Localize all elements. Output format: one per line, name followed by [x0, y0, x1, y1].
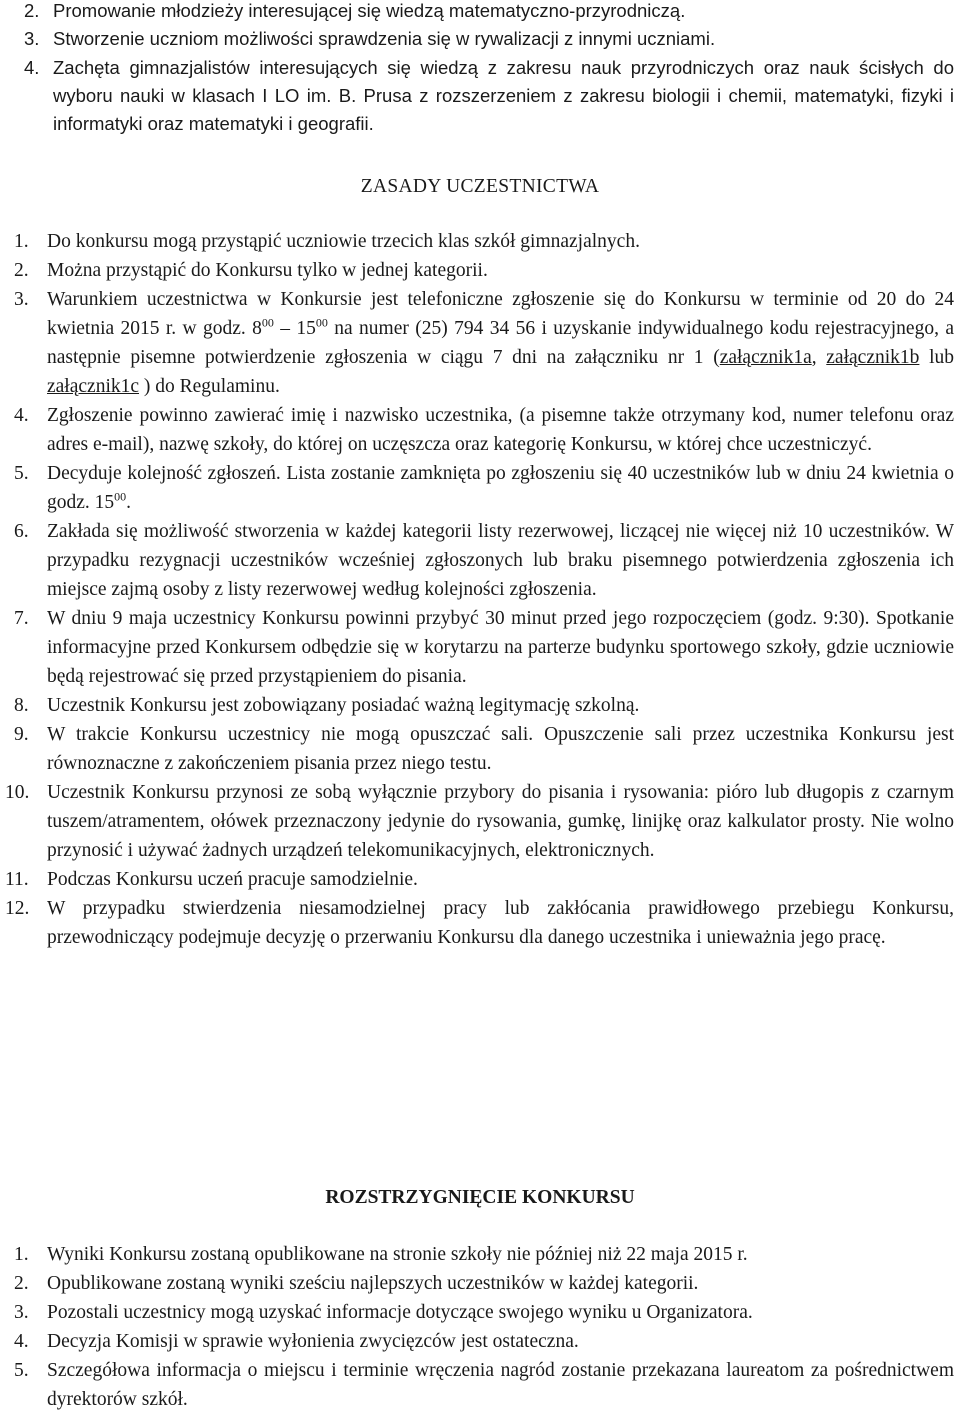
- item-text: Wyniki Konkursu zostaną opublikowane na stronie szkoły nie później niż 22 maja 2015 r.: [47, 1244, 748, 1265]
- item-text: [47, 459, 954, 517]
- text-part: lub: [919, 347, 954, 368]
- list-item: [0, 227, 960, 256]
- item-number: 7.: [14, 608, 29, 629]
- item-number: 4.: [14, 405, 29, 426]
- item-text: Pozostali uczestnicy mogą uzyskać informacje dotyczące swojego wyniku u Organizatora.: [47, 1302, 753, 1323]
- text-part: na numer (25) 794 34 56 i uzyskanie indywidualnego kodu rejestracyjnego, a następnie pisemne potwierdzenie zgłoszenia w ciągu 7 dni na załączniku nr 1 (: [47, 318, 954, 368]
- item-text: Do konkursu mogą przystąpić uczniowie trzecich klas szkół gimnazjalnych.: [47, 231, 640, 252]
- list-item: [0, 256, 960, 285]
- text-part: – 15: [273, 318, 316, 339]
- list-item: [0, 1356, 960, 1414]
- item-number: 8.: [14, 695, 29, 716]
- list-item: [0, 1269, 960, 1298]
- item-text: W dniu 9 maja uczestnicy Konkursu powinni przybyć 30 minut przed jego rozpoczęciem (godz. 9:30). Spotkanie informacyjne przed Konkursem odbędzie się w korytarzu na parterze budynku sportowego szkoły, gdzie uczniowie będą rejestrować się przed przystąpieniem do pisania.: [47, 608, 954, 687]
- item-text: Decyzja Komisji w sprawie wyłonienia zwycięzców jest ostateczna.: [47, 1331, 579, 1352]
- list-item: [0, 1327, 960, 1356]
- item-number: 10.: [5, 782, 30, 803]
- item-number: 3.: [14, 1302, 29, 1323]
- list-item: [0, 401, 960, 459]
- item-number: 12.: [5, 898, 30, 919]
- item-text: Uczestnik Konkursu przynosi ze sobą wyłącznie przybory do pisania i rysowania: pióro lub długopis z czarnym tuszem/atramentem, ołówek przeznaczony jedynie do rysowania, gumkę, linijkę oraz kalkulator prosty. Nie wolno przynosić i używać żadnych urządzeń telekomunikacyjnych, elektronicznych.: [47, 782, 954, 861]
- list-item: [0, 459, 960, 517]
- list-item: [0, 604, 960, 691]
- item-number: 2.: [14, 1273, 29, 1294]
- item-number: 2.: [14, 260, 29, 281]
- attachment-1c-link[interactable]: załącznik1c: [47, 376, 140, 397]
- item-number: 4.: [24, 56, 40, 78]
- item-text: Stworzenie uczniom możliwości sprawdzenia się w rywalizacji z innymi uczniami.: [53, 28, 716, 50]
- text-part: .: [126, 492, 132, 513]
- item-number: 5.: [14, 463, 29, 484]
- list-item: [0, 720, 960, 778]
- text-part: Warunkiem uczestnictwa w Konkursie jest telefoniczne zgłoszenie się do Konkursu w terminie od 20 do 24 kwietnia 2015 r. w godz. 8: [47, 289, 954, 339]
- item-text: W trakcie Konkursu uczestnicy nie mogą opuszczać sali. Opuszczenie sali przez uczestnika Konkursu jest równoznaczne z zakończeniem pisania przez niego testu.: [47, 724, 954, 774]
- item-text: Zachęta gimnazjalistów interesujących się wiedzą z zakresu nauk przyrodniczych oraz nauk ścisłych do wyboru nauki w klasach I LO im. B. Prusa z rozszerzeniem z zakresu biologii i chemii, matematyki, fizyki i informatyki oraz matematyki i geografii.: [53, 56, 954, 135]
- list-item: [0, 778, 960, 865]
- results-list: [0, 1240, 960, 1414]
- list-item: [0, 1240, 960, 1269]
- list-item: [0, 1298, 960, 1327]
- item-number: 5.: [14, 1360, 29, 1381]
- intro-list: [0, 0, 960, 138]
- list-item: [0, 25, 960, 53]
- item-number: 6.: [14, 521, 29, 542]
- superscript: 00: [261, 315, 274, 330]
- list-item: [0, 285, 960, 401]
- list-item: [0, 54, 960, 139]
- list-item: [0, 894, 960, 952]
- item-text: Uczestnik Konkursu jest zobowiązany posiadać ważną legitymację szkolną.: [47, 695, 640, 716]
- item-text: Podczas Konkursu uczeń pracuje samodzielnie.: [47, 869, 418, 890]
- rules-list: [0, 227, 960, 952]
- item-text: Zgłoszenie powinno zawierać imię i nazwisko uczestnika, (a pisemne także otrzymany kod, numer telefonu oraz adres e-mail), nazwę szkoły, do której on uczęszcza oraz kategorię Konkursu, w której chce uczestniczyć.: [47, 405, 954, 455]
- superscript: 00: [114, 489, 127, 504]
- attachment-1b-link[interactable]: załącznik1b: [826, 347, 920, 368]
- superscript: 00: [315, 315, 328, 330]
- item-number: 1.: [14, 231, 29, 252]
- item-number: 1.: [14, 1244, 29, 1265]
- attachment-1a-link[interactable]: załącznik1a: [719, 347, 812, 368]
- item-number: 3.: [14, 289, 29, 310]
- item-text: Zakłada się możliwość stworzenia w każdej kategorii listy rezerwowej, liczącej nie więcej niż 10 uczestników. W przypadku rezygnacji uczestników wcześniej zgłoszonych lub braku pisemnego potwierdzenia zgłoszenia ich miejsce zajmą osoby z listy rezerwowej według kolejności zgłoszenia.: [47, 521, 954, 600]
- item-number: 2.: [24, 0, 40, 21]
- text-part: ) do Regulaminu.: [139, 376, 280, 397]
- item-text: Promowanie młodzieży interesującej się wiedzą matematyczno-przyrodniczą.: [53, 0, 686, 21]
- text-part: Decyduje kolejność zgłoszeń. Lista zostanie zamknięta po zgłoszeniu się 40 uczestników lub w dniu 24 kwietnia o godz. 15: [47, 463, 954, 513]
- list-item: [0, 0, 960, 25]
- item-number: 11.: [5, 869, 29, 890]
- item-number: 3.: [24, 28, 40, 50]
- text-part: ,: [811, 347, 827, 368]
- item-text: W przypadku stwierdzenia niesamodzielnej pracy lub zakłócania prawidłowego przebiegu Konkursu, przewodniczący podejmuje decyzję o przerwaniu Konkursu dla danego uczestnika i unieważnia jego pracę.: [47, 898, 954, 948]
- item-text: Szczegółowa informacja o miejscu i terminie wręczenia nagród zostanie przekazana laureatom za pośrednictwem dyrektorów szkół.: [47, 1360, 954, 1410]
- item-text: Opublikowane zostaną wyniki sześciu najlepszych uczestników w każdej kategorii.: [47, 1273, 699, 1294]
- list-item: [0, 517, 960, 604]
- section-title-results: ROZSTRZYGNIĘCIE KONKURSU: [325, 1187, 635, 1208]
- item-text: [47, 285, 954, 401]
- item-number: 9.: [14, 724, 29, 745]
- item-text: Można przystąpić do Konkursu tylko w jednej kategorii.: [47, 260, 488, 281]
- list-item: [0, 691, 960, 720]
- list-item: [0, 865, 960, 894]
- item-number: 4.: [14, 1331, 29, 1352]
- section-title-participation: ZASADY UCZESTNICTWA: [360, 176, 600, 197]
